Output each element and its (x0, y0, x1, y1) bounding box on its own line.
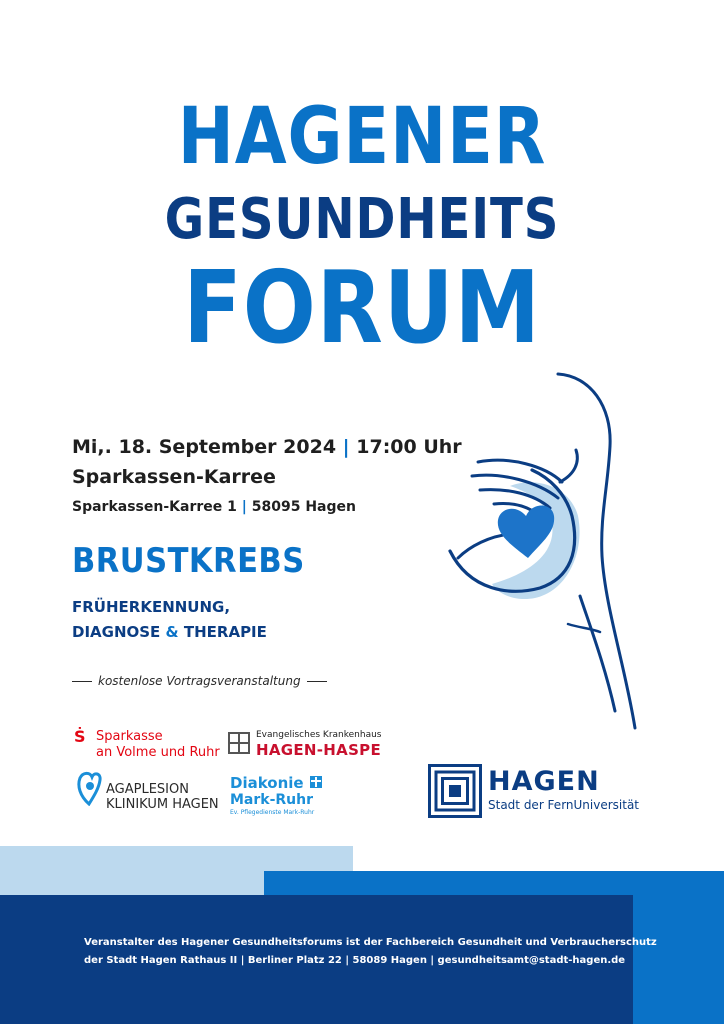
agaplesion-mark-icon (76, 770, 102, 806)
sparkasse-s-icon: Ṡ (74, 727, 86, 746)
footer-line-2: der Stadt Hagen Rathaus II | Berliner Platz 22 | 58089 Hagen | gesundheitsamt@stadt-hagen.de (84, 955, 626, 966)
separator: | (241, 499, 247, 515)
event-date: Mi,. 18. September 2024 (72, 436, 337, 458)
footer-line-1: Veranstalter des Hagener Gesundheitsforums ist der Fachbereich Gesundheit und Verbraucherschutz (84, 937, 657, 948)
krankenhaus-line-2: HAGEN-HASPE (256, 741, 382, 759)
krankenhaus-line-1: Evangelisches Krankenhaus (256, 730, 382, 740)
stadt-hagen-logo (428, 764, 658, 818)
free-event-text: kostenlose Vortragsveranstaltung (98, 674, 301, 688)
divider (307, 681, 327, 682)
separator: | (342, 436, 350, 458)
agaplesion-line-1: AGAPLESION (106, 782, 189, 797)
event-street: Sparkassen-Karree 1 (72, 499, 237, 515)
event-venue: Sparkassen-Karree (72, 466, 276, 488)
diakonie-line-2: Mark-Ruhr (230, 792, 314, 808)
diakonie-line-1: Diakonie (230, 774, 304, 792)
diakonie-cross-icon (310, 776, 322, 788)
hagen-name: HAGEN (488, 766, 600, 797)
sparkasse-name (96, 729, 220, 761)
diakonie-logo (230, 774, 360, 818)
topic-line-1: FRÜHERKENNUNG, (72, 598, 231, 616)
agaplesion-logo (76, 768, 219, 812)
free-event-note (72, 674, 327, 688)
agaplesion-line-2: KLINIKUM HAGEN (106, 797, 219, 812)
topic-heading: BRUSTKREBS (72, 541, 305, 581)
divider (72, 681, 92, 682)
ampersand: & (165, 623, 179, 641)
event-time: 17:00 Uhr (356, 436, 462, 458)
title-hagener: HAGENER (177, 92, 547, 182)
title-forum: FORUM (183, 249, 541, 366)
sparkasse-logo (74, 727, 220, 764)
sparkasse-line-2: an Volme und Ruhr (96, 745, 220, 760)
sparkasse-line-1: Sparkasse (96, 729, 163, 744)
title-gesundheits: GESUNDHEITS (164, 187, 560, 252)
krankenhaus-haspe-logo (228, 730, 398, 764)
event-address (72, 499, 356, 515)
event-date-time (72, 436, 462, 458)
hagen-subtitle: Stadt der FernUniversität (488, 798, 640, 812)
hospital-cross-icon (228, 732, 250, 754)
topic-diagnose: DIAGNOSE (72, 623, 161, 641)
topic-line-2 (72, 623, 267, 641)
diakonie-line-3: Ev. Pflegedienste Mark-Ruhr (230, 809, 315, 816)
nested-squares-icon (428, 764, 482, 818)
event-city: 58095 Hagen (251, 499, 356, 515)
breast-heart-line-art-icon (440, 366, 660, 736)
topic-therapie: THERAPIE (183, 623, 267, 641)
